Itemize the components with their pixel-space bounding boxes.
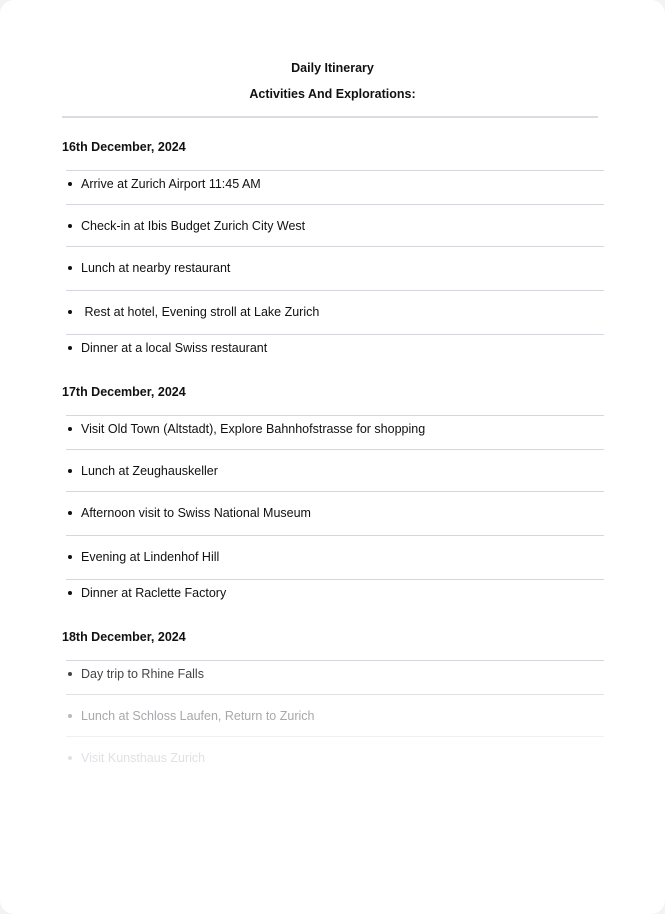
list-item-text: Lunch at Schloss Laufen, Return to Zurich: [81, 709, 315, 723]
list-item-text: Visit Old Town (Altstadt), Explore Bahnhofstrasse for shopping: [81, 422, 426, 436]
bullet-icon: [68, 555, 72, 559]
list-item: [66, 461, 604, 481]
list-item: [66, 503, 604, 523]
list-item-text: Rest at hotel, Evening stroll at Lake Zurich: [81, 305, 320, 319]
list-item-text: Lunch at nearby restaurant: [81, 261, 231, 275]
item-divider: [66, 535, 604, 536]
bullet-icon: [68, 427, 72, 431]
item-divider: [66, 415, 604, 416]
document-subtitle: Activities And Explorations:: [249, 87, 416, 101]
day-date: 18th December, 2024: [62, 630, 186, 644]
bullet-icon: [68, 714, 72, 718]
bullet-icon: [68, 591, 72, 595]
day-date: 16th December, 2024: [62, 140, 186, 154]
list-item: [66, 302, 604, 322]
title-divider: [62, 116, 598, 118]
list-item-text: Evening at Lindenhof Hill: [81, 550, 220, 564]
day-date: 17th December, 2024: [62, 385, 186, 399]
list-item-text: Arrive at Zurich Airport 11:45 AM: [81, 177, 261, 191]
list-item: [66, 706, 604, 726]
item-divider: [66, 660, 604, 661]
item-divider: [66, 170, 604, 171]
list-item: [66, 338, 604, 358]
list-item: [66, 216, 604, 236]
list-item-text: Dinner at a local Swiss restaurant: [81, 341, 268, 355]
item-divider: [66, 290, 604, 291]
list-item: [66, 748, 604, 768]
item-divider: [66, 204, 604, 205]
list-item: [66, 258, 604, 278]
item-divider: [66, 449, 604, 450]
list-item: [66, 664, 604, 684]
item-divider: [66, 694, 604, 695]
bullet-icon: [68, 346, 72, 350]
list-item-text: Visit Kunsthaus Zurich: [81, 751, 206, 765]
bullet-icon: [68, 511, 72, 515]
document-title: Daily Itinerary: [291, 61, 374, 75]
list-item-text: Check-in at Ibis Budget Zurich City West: [81, 219, 306, 233]
bullet-icon: [68, 310, 72, 314]
list-item-text: Day trip to Rhine Falls: [81, 667, 204, 681]
item-divider: [66, 579, 604, 580]
item-divider: [66, 246, 604, 247]
list-item: [66, 419, 604, 439]
bullet-icon: [68, 672, 72, 676]
list-item-text: Afternoon visit to Swiss National Museum: [81, 506, 311, 520]
list-item: [66, 174, 604, 194]
bullet-icon: [68, 469, 72, 473]
item-divider: [66, 491, 604, 492]
list-item-text: Dinner at Raclette Factory: [81, 586, 227, 600]
bullet-icon: [68, 224, 72, 228]
list-item: [66, 547, 604, 567]
bullet-icon: [68, 182, 72, 186]
item-divider: [66, 334, 604, 335]
list-item-text: Lunch at Zeughauskeller: [81, 464, 218, 478]
bullet-icon: [68, 756, 72, 760]
list-item: [66, 583, 604, 603]
item-divider: [66, 736, 604, 737]
bullet-icon: [68, 266, 72, 270]
